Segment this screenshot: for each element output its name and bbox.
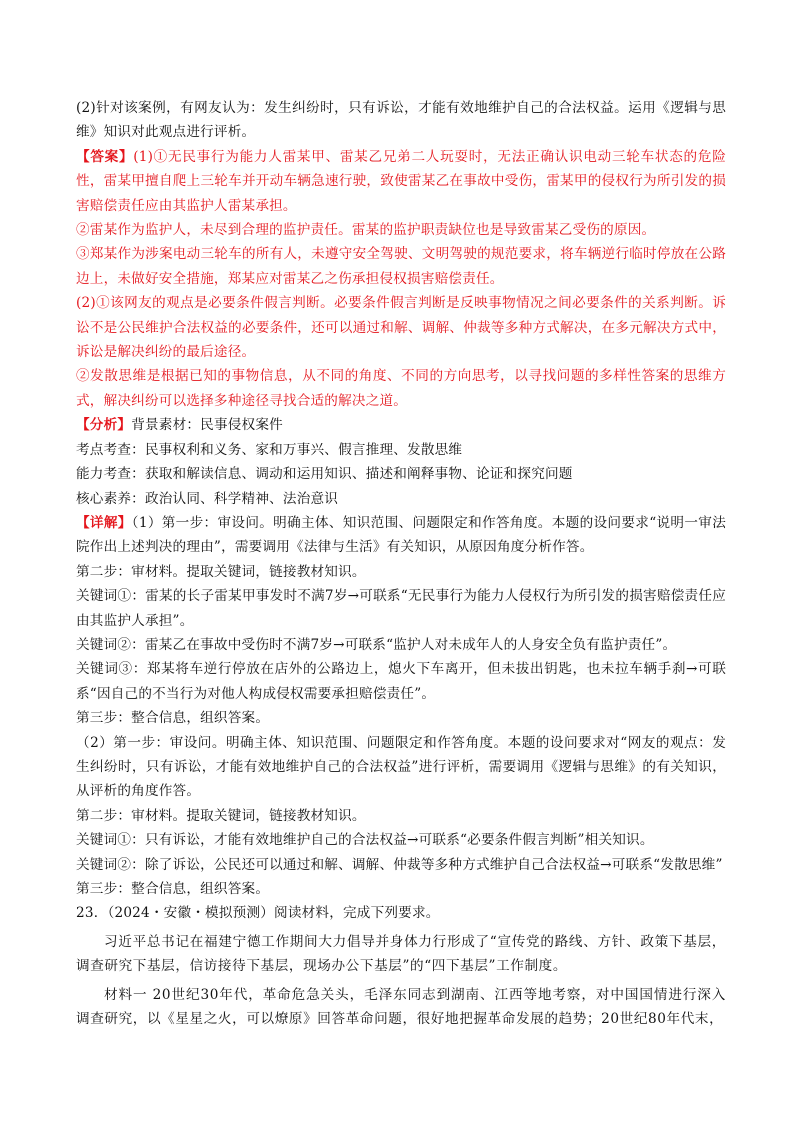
analysis-material: 【分析】背景素材：民事侵权案件: [76, 417, 283, 434]
detail-keyword-1: 关键词①：雷某的长子雷某甲事发时不满7岁→可联系“无民事行为能力人侵权行为所引发的损害赔偿责任应由其监护人承担”。: [76, 588, 726, 629]
detail-part-2-keyword-1: 关键词①：只有诉讼，才能有效地维护自己的合法权益→可联系“必要条件假言判断”相关知识。: [76, 832, 654, 849]
analysis-tag: 【分析】: [76, 417, 132, 434]
detail-part-2-step-1: （2）第一步：审设问。明确主体、知识范围、问题限定和作答角度。本题的设问要求对“网友的观点：发生纠纷时，只有诉讼，才能有效地维护自己的合法权益”进行评析，需要调用《逻辑与思维》的有关知识，从评析的角度作答。: [76, 734, 726, 800]
detail-keyword-2: 关键词②：雷某乙在事故中受伤时不满7岁→可联系“监护人对未成年人的人身安全负有监护责任”。: [76, 636, 677, 653]
answer-item-2-1: (2)①该网友的观点是必要条件假言判断。必要条件假言判断是反映事物情况之间必要条件的关系判断。诉讼不是公民维护合法权益的必要条件，还可以通过和解、调解、仲裁等多种方式解决，在多元解决方式中，诉讼是解决纠纷的最后途径。: [76, 295, 726, 361]
question-23: [76, 901, 726, 1031]
document-page: [76, 96, 726, 1031]
detail-part-2-keyword-2: 关键词②：除了诉讼，公民还可以通过和解、调解、仲裁等多种方式维护自己合法权益→可联系“发散思维”: [76, 856, 723, 873]
answer-item-1-2: ②雷某作为监护人，未尽到合理的监护责任。雷某的监护职责缺位也是导致雷某乙受伤的原因。: [76, 222, 656, 239]
answer-item-1-1: 【答案】(1)①无民事行为能力人雷某甲、雷某乙兄弟二人玩耍时，无法正确认识电动三轮车状态的危险性，雷某甲擅自爬上三轮车并开动车辆急速行驶，致使雷某乙在事故中受伤，雷某甲的侵权行为所引发的损害赔偿责任应由其监护人雷某承担。: [76, 148, 726, 214]
analysis-ability: 能力考查：获取和解读信息、调动和运用知识、描述和阐释事物、论证和探究问题: [76, 466, 573, 483]
detail-part-2-step-2: 第二步：审材料。提取关键词，链接教材知识。: [76, 807, 366, 824]
question-23-intro: 习近平总书记在福建宁德工作期间大力倡导并身体力行形成了“宣传党的路线、方针、政策下基层，调查研究下基层，信访接待下基层，现场办公下基层”的“四下基层”工作制度。: [76, 933, 726, 975]
detail-section: [76, 511, 726, 902]
analysis-points: 考点考查：民事权利和义务、家和万事兴、假言推理、发散思维: [76, 441, 463, 458]
answer-item-2-2: ②发散思维是根据已知的事物信息，从不同的角度、不同的方向思考，以寻找问题的多样性答案的思维方式，解决纠纷可以选择多种途径寻找合适的解决之道。: [76, 368, 726, 409]
detail-tag: 【详解】: [76, 514, 132, 531]
detail-part-2-step-3: 第三步：整合信息，组织答案。: [76, 881, 270, 897]
detail-step-2: 第二步：审材料。提取关键词，链接教材知识。: [76, 563, 366, 580]
analysis-section: [76, 413, 726, 511]
answer-item-1-3: ③郑某作为涉案电动三轮车的所有人，未遵守安全驾驶、文明驾驶的规范要求，将车辆逆行临时停放在公路边上，未做好安全措施，郑某应对雷某乙之伤承担侵权损害赔偿责任。: [76, 246, 726, 287]
question-23-heading: 23．（2024・安徽・模拟预测）阅读材料，完成下列要求。: [76, 905, 440, 922]
analysis-literacy: 核心素养：政治认同、科学精神、法治意识: [76, 490, 339, 507]
detail-step-1: 【详解】（1）第一步：审设问。明确主体、知识范围、问题限定和作答角度。本题的设问要求“说明一审法院作出上述判决的理由”，需要调用《法律与生活》有关知识，从原因角度分析作答。: [76, 514, 726, 556]
question-23-material-1: 材料一 20世纪30年代，革命危急关头，毛泽东同志到湖南、江西等地考察，对中国国情进行深入调查研究，以《星星之火，可以燎原》回答革命问题，很好地把握革命发展的趋势；20世纪80年代末，: [76, 986, 726, 1028]
detail-step-3: 第三步：整合信息，组织答案。: [76, 710, 270, 727]
question-2-prompt: (2)针对该案例，有网友认为：发生纠纷时，只有诉讼，才能有效地维护自己的合法权益。运用《逻辑与思维》知识对此观点进行评析。: [76, 100, 726, 141]
detail-keyword-3: 关键词③：郑某将车逆行停放在店外的公路边上，熄火下车离开，但未拔出钥匙，也未拉车辆手刹→可联系“因自己的不当行为对他人构成侵权需要承担赔偿责任”。: [76, 661, 726, 702]
answer-tag: 【答案】: [76, 148, 134, 165]
answer-section: [76, 145, 726, 413]
